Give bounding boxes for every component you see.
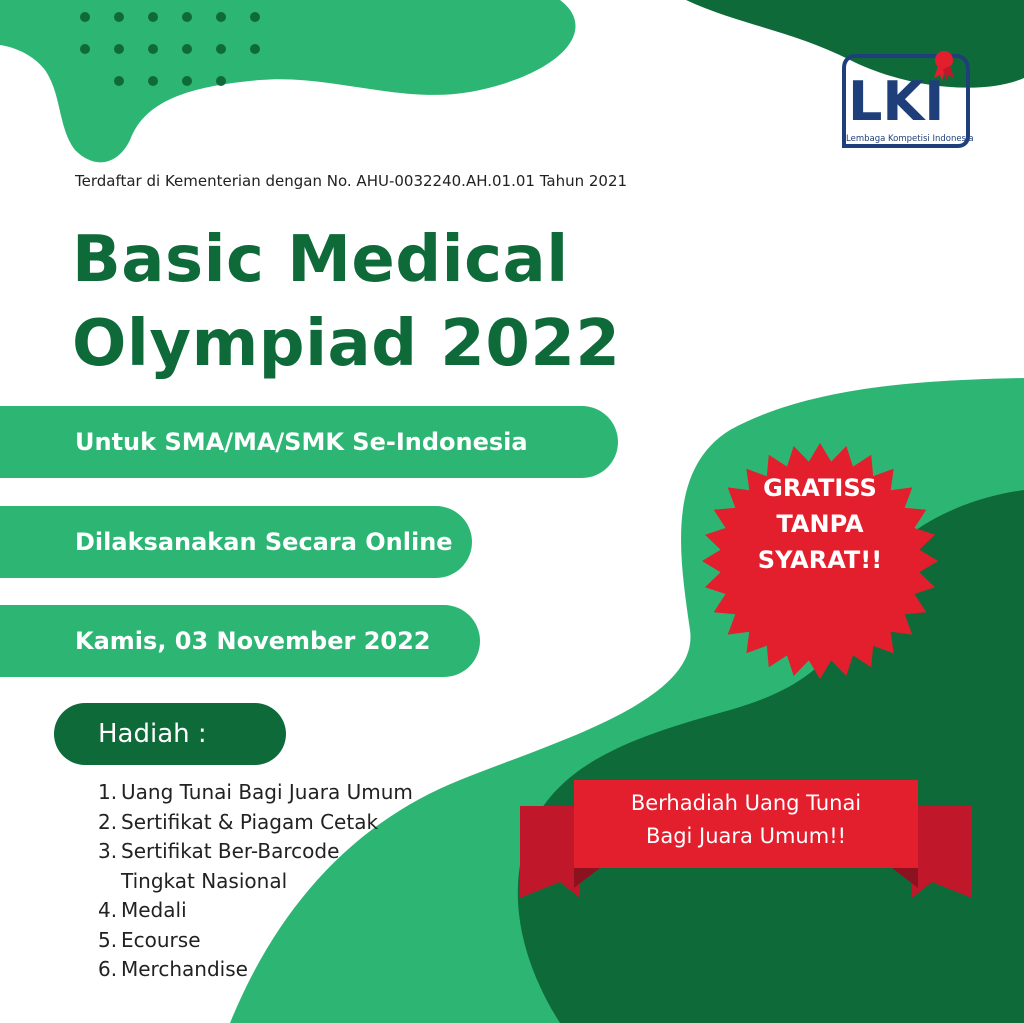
top-left-blob bbox=[0, 0, 576, 162]
free-badge-text: GRATISS TANPA SYARAT!! bbox=[757, 474, 883, 574]
prize-list bbox=[98, 778, 413, 985]
list-item: 3. Sertifikat Ber-Barcode Tingkat Nasional bbox=[98, 839, 340, 893]
mode-banner: Dilaksanakan Secara Online bbox=[0, 506, 472, 578]
ribbon-text: Berhadiah Uang Tunai Bagi Juara Umum!! bbox=[630, 791, 862, 848]
logo-medal-icon bbox=[935, 51, 953, 69]
list-item: 1. Uang Tunai Bagi Juara Umum bbox=[98, 780, 413, 804]
logo-tagline: Lembaga Kompetisi Indonesia bbox=[846, 134, 974, 144]
title-line-1: Basic Medical bbox=[72, 223, 569, 297]
list-item: 2. Sertifikat & Piagam Cetak bbox=[98, 809, 379, 834]
list-item: 6. Merchandise bbox=[98, 957, 248, 981]
date-banner: Kamis, 03 November 2022 bbox=[0, 605, 480, 677]
list-item: 4. Medali bbox=[98, 898, 187, 922]
logo-letters: LKI bbox=[848, 70, 945, 133]
list-item: 5. Ecourse bbox=[98, 927, 201, 952]
title-line-2: Olympiad 2022 bbox=[72, 307, 621, 381]
audience-banner: Untuk SMA/MA/SMK Se-Indonesia bbox=[0, 406, 618, 478]
lki-logo bbox=[826, 48, 976, 153]
registration-text: Terdaftar di Kementerian dengan No. AHU-0032240.AH.01.01 Tahun 2021 bbox=[75, 172, 628, 190]
prizes-heading: Hadiah : bbox=[54, 703, 286, 765]
page-title bbox=[72, 218, 620, 386]
